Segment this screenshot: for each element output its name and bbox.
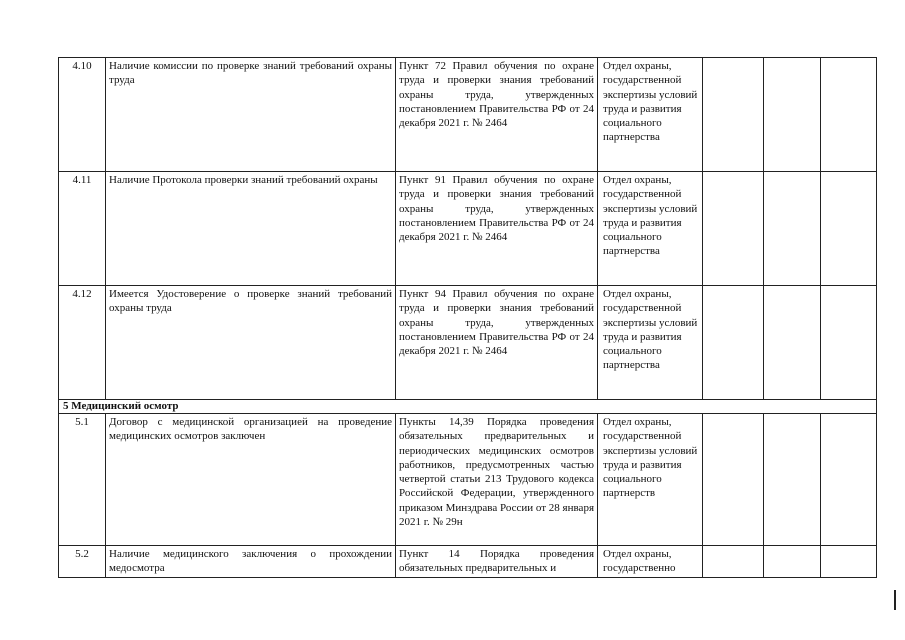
section-title: 5 Медицинский осмотр [59,400,877,414]
requirement-cell: Имеется Удостоверение о проверке знаний требований охраны труда [106,286,396,400]
inspection-checklist-table [58,57,877,578]
empty-mark-cell[interactable] [764,414,821,546]
empty-mark-cell[interactable] [703,58,764,172]
empty-mark-cell[interactable] [821,546,877,578]
empty-mark-cell[interactable] [764,58,821,172]
requirement-cell: Наличие комиссии по проверке знаний требований охраны труда [106,58,396,172]
empty-mark-cell[interactable] [764,286,821,400]
requirement-cell: Наличие медицинского заключения о прохождении медосмотра [106,546,396,578]
legal-basis-cell: Пункт 94 Правил обучения по охране труда и проверки знания требований охраны труда, утвержденных постановлением Правительства РФ от 24 декабря 2021 г. № 2464 [396,286,598,400]
responsible-department-cell: Отдел охраны, государственной экспертизы условий труда и развития социального партнерств [598,414,703,546]
responsible-department-cell: Отдел охраны, государственно [598,546,703,578]
legal-basis-cell: Пункт 72 Правил обучения по охране труда и проверки знания требований охраны труда, утвержденных постановлением Правительства РФ от 24 декабря 2021 г. № 2464 [396,58,598,172]
table-row [59,58,877,172]
responsible-department-cell: Отдел охраны, государственной экспертизы условий труда и развития социального партнерства [598,286,703,400]
empty-mark-cell[interactable] [821,58,877,172]
item-number: 4.12 [59,286,106,400]
item-number: 4.11 [59,172,106,286]
requirement-cell: Наличие Протокола проверки знаний требований охраны [106,172,396,286]
item-number: 5.1 [59,414,106,546]
table-row [59,172,877,286]
empty-mark-cell[interactable] [821,172,877,286]
empty-mark-cell[interactable] [703,286,764,400]
empty-mark-cell[interactable] [703,546,764,578]
item-number: 4.10 [59,58,106,172]
item-number: 5.2 [59,546,106,578]
responsible-department-cell: Отдел охраны, государственной экспертизы условий труда и развития социального партнерства [598,58,703,172]
section-header-row [59,400,877,414]
legal-basis-cell: Пункт 91 Правил обучения по охране труда и проверки знания требований охраны труда, утвержденных постановлением Правительства РФ от 24 декабря 2021 г. № 2464 [396,172,598,286]
empty-mark-cell[interactable] [764,546,821,578]
empty-mark-cell[interactable] [764,172,821,286]
empty-mark-cell[interactable] [703,172,764,286]
table-row [59,414,877,546]
empty-mark-cell[interactable] [703,414,764,546]
page-edge-mark [894,590,896,610]
requirement-cell: Договор с медицинской организацией на проведение медицинских осмотров заключен [106,414,396,546]
legal-basis-cell: Пункты 14,39 Порядка проведения обязательных предварительных и периодических медицинских осмотров работников, предусмотренных частью четвертой статьи 213 Трудового кодекса Российской Федерации, утвержденного приказом Минздрава России от 28 января 2021 г. № 29н [396,414,598,546]
responsible-department-cell: Отдел охраны, государственной экспертизы условий труда и развития социального партнерства [598,172,703,286]
empty-mark-cell[interactable] [821,414,877,546]
table-row [59,546,877,578]
legal-basis-cell: Пункт 14 Порядка проведения обязательных предварительных и [396,546,598,578]
table-row [59,286,877,400]
empty-mark-cell[interactable] [821,286,877,400]
